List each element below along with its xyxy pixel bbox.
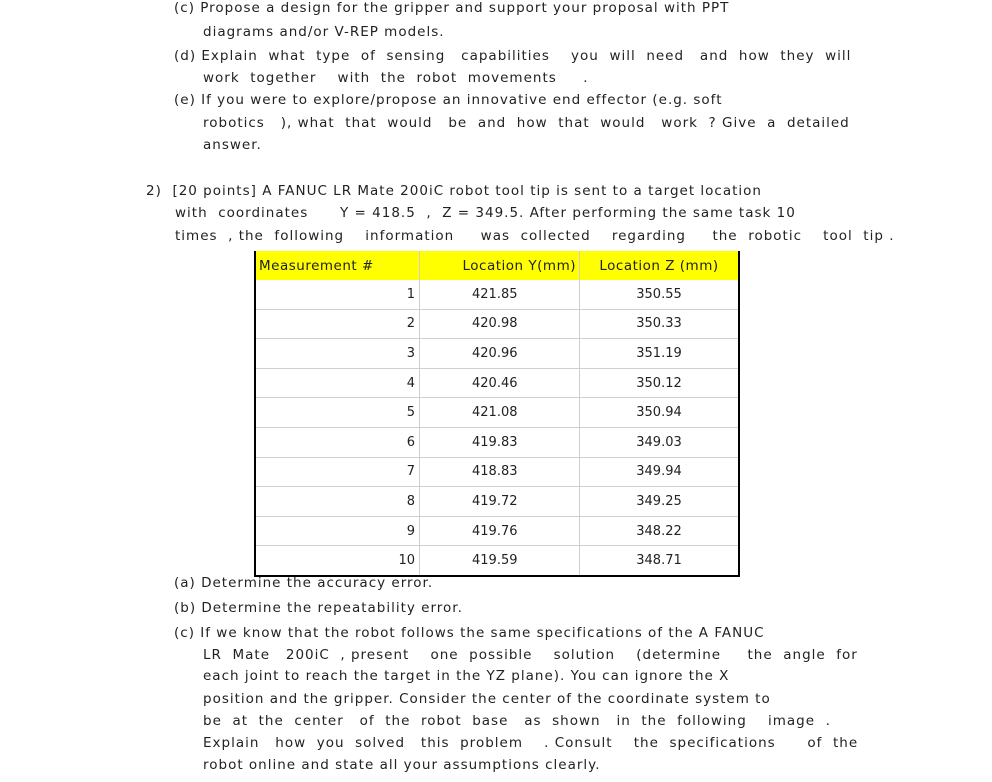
cell-measurement: 4 [255, 368, 420, 398]
q1d-line2: work together with the robot movements . [203, 70, 589, 86]
cell-measurement: 1 [255, 280, 420, 309]
q2c-line2: LR Mate 200iC , present one possible solution (determine the angle for [203, 647, 858, 663]
table-row [255, 309, 739, 339]
cell-y: 421.08 [420, 398, 580, 428]
cell-z: 349.94 [580, 457, 740, 487]
cell-z: 350.55 [580, 280, 740, 309]
cell-measurement: 6 [255, 427, 420, 457]
q2c-line6: Explain how you solved this problem . Consult the specifications of the [203, 735, 859, 751]
q1d-line1: (d) Explain what type of sensing capabilities you will need and how they will [174, 48, 852, 64]
q1e-line3: answer. [203, 137, 262, 153]
table-row [255, 339, 739, 369]
q2c-line7: robot online and state all your assumptions clearly. [203, 757, 601, 773]
q2c-line5: be at the center of the robot base as shown in the following image . [203, 713, 831, 729]
q1e-line1: (e) If you were to explore/propose an innovative end effector (e.g. soft [174, 92, 723, 108]
cell-y: 421.85 [420, 280, 580, 309]
table-row [255, 546, 739, 576]
cell-measurement: 2 [255, 309, 420, 339]
table-row [255, 280, 739, 309]
q2-line2: with coordinates Y = 418.5 , Z = 349.5. After performing the same task 10 [175, 205, 796, 221]
cell-y: 420.46 [420, 368, 580, 398]
q2c-line3: each joint to reach the target in the YZ plane). You can ignore the X [203, 668, 730, 684]
cell-y: 419.83 [420, 427, 580, 457]
cell-measurement: 9 [255, 516, 420, 546]
cell-z: 349.03 [580, 427, 740, 457]
header-measurement: Measurement # [255, 251, 420, 280]
cell-z: 349.25 [580, 487, 740, 517]
cell-measurement: 7 [255, 457, 420, 487]
q1c-line1: (c) Propose a design for the gripper and support your proposal with PPT [174, 0, 730, 16]
q2-line3: times , the following information was collected regarding the robotic tool tip . [175, 228, 895, 244]
header-location-z: Location Z (mm) [580, 251, 740, 280]
cell-measurement: 3 [255, 339, 420, 369]
cell-z: 348.22 [580, 516, 740, 546]
cell-z: 350.12 [580, 368, 740, 398]
cell-y: 420.98 [420, 309, 580, 339]
table-row [255, 398, 739, 428]
cell-measurement: 8 [255, 487, 420, 517]
cell-z: 348.71 [580, 546, 740, 576]
table-row [255, 427, 739, 457]
table-header-row [255, 251, 739, 280]
cell-measurement: 5 [255, 398, 420, 428]
q2-line1: 2) [20 points] A FANUC LR Mate 200iC robot tool tip is sent to a target location [146, 183, 762, 199]
cell-z: 350.33 [580, 309, 740, 339]
q2b-line: (b) Determine the repeatability error. [174, 600, 463, 616]
table-row [255, 487, 739, 517]
q1c-line2: diagrams and/or V-REP models. [203, 24, 445, 40]
q2a-line: (a) Determine the accuracy error. [174, 575, 434, 591]
cell-y: 419.72 [420, 487, 580, 517]
cell-y: 418.83 [420, 457, 580, 487]
cell-z: 351.19 [580, 339, 740, 369]
header-location-y: Location Y(mm) [420, 251, 580, 280]
measurement-table [254, 251, 740, 577]
q1e-line2: robotics ), what that would be and how that would work ? Give a detailed [203, 115, 850, 131]
q2c-line4: position and the gripper. Consider the center of the coordinate system to [203, 691, 771, 707]
cell-measurement: 10 [255, 546, 420, 576]
cell-y: 419.59 [420, 546, 580, 576]
table-row [255, 457, 739, 487]
cell-y: 419.76 [420, 516, 580, 546]
table-row [255, 516, 739, 546]
cell-z: 350.94 [580, 398, 740, 428]
q2c-line1: (c) If we know that the robot follows the same specifications of the A FANUC [174, 625, 765, 641]
table-row [255, 368, 739, 398]
cell-y: 420.96 [420, 339, 580, 369]
